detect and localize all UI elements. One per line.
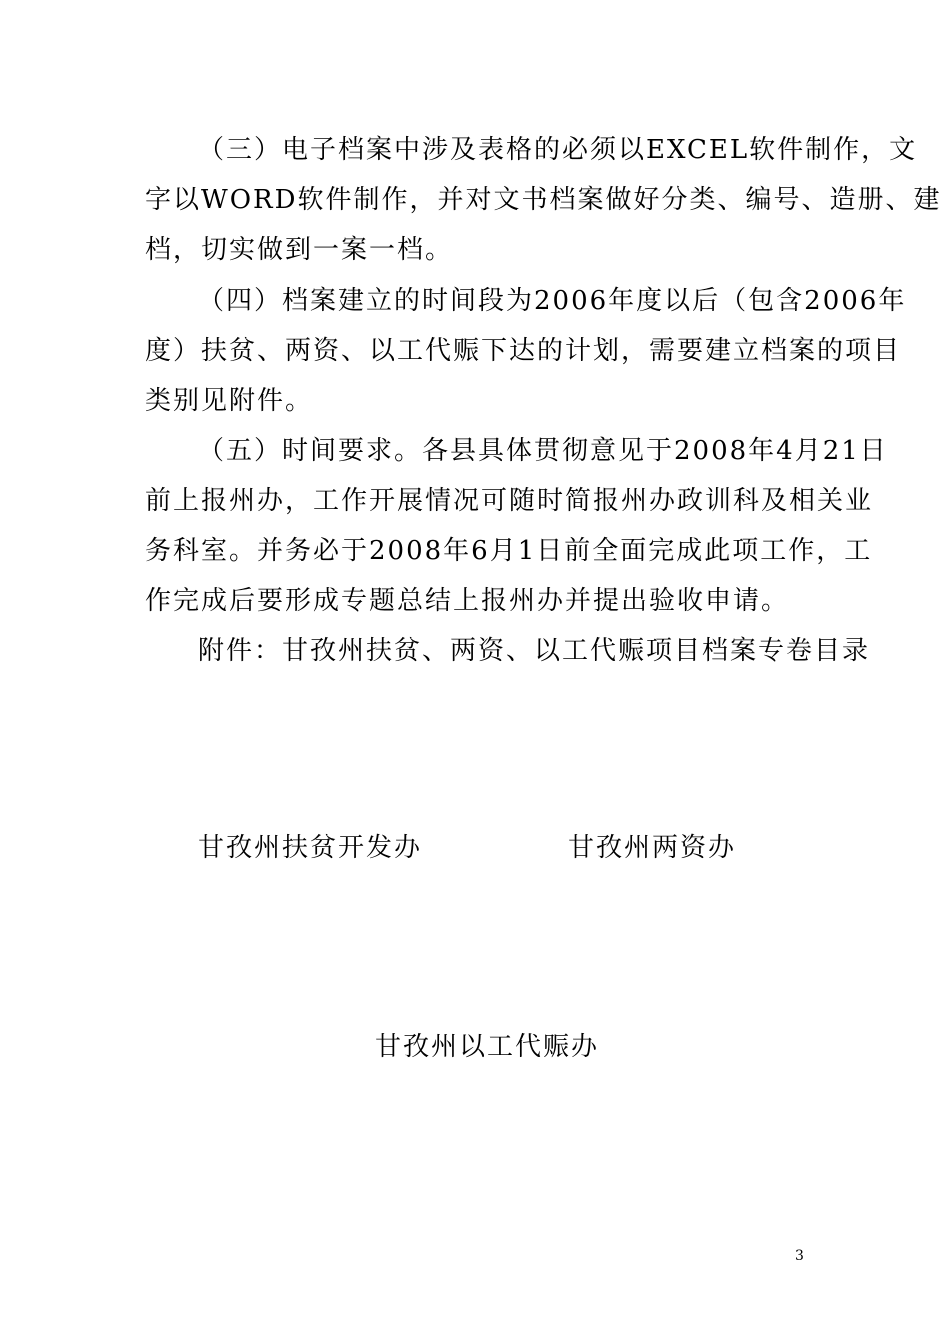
paragraph-4-line-1: （四）档案建立的时间段为2006年度以后（包含2006年 [198, 286, 907, 316]
paragraph-5-line-4: 作完成后要形成专题总结上报州办并提出验收申请。 [145, 586, 790, 616]
paragraph-4-line-3: 类别见附件。 [145, 386, 314, 416]
paragraph-5-line-2: 前上报州办，工作开展情况可随时简报州办政训科及相关业 [145, 486, 874, 516]
signature-two-funds-office: 甘孜州两资办 [568, 833, 737, 863]
paragraph-4-line-2: 度）扶贫、两资、以工代赈下达的计划，需要建立档案的项目 [145, 336, 902, 366]
signature-work-relief-office: 甘孜州以工代赈办 [375, 1032, 600, 1062]
signature-poverty-office: 甘孜州扶贫开发办 [198, 833, 423, 863]
paragraph-5-line-3: 务科室。并务必于2008年6月1日前全面完成此项工作，工 [145, 536, 873, 566]
paragraph-5-line-1: （五）时间要求。各县具体贯彻意见于2008年4月21日 [198, 436, 888, 466]
page-number: 3 [795, 1248, 804, 1264]
paragraph-3-line-3: 档，切实做到一案一档。 [145, 235, 454, 265]
paragraph-3-line-1: （三）电子档案中涉及表格的必须以EXCEL软件制作，文 [198, 135, 918, 165]
paragraph-3-line-2: 字以WORD软件制作，并对文书档案做好分类、编号、造册、建 [145, 185, 942, 215]
attachment-line: 附件：甘孜州扶贫、两资、以工代赈项目档案专卷目录 [198, 636, 871, 666]
